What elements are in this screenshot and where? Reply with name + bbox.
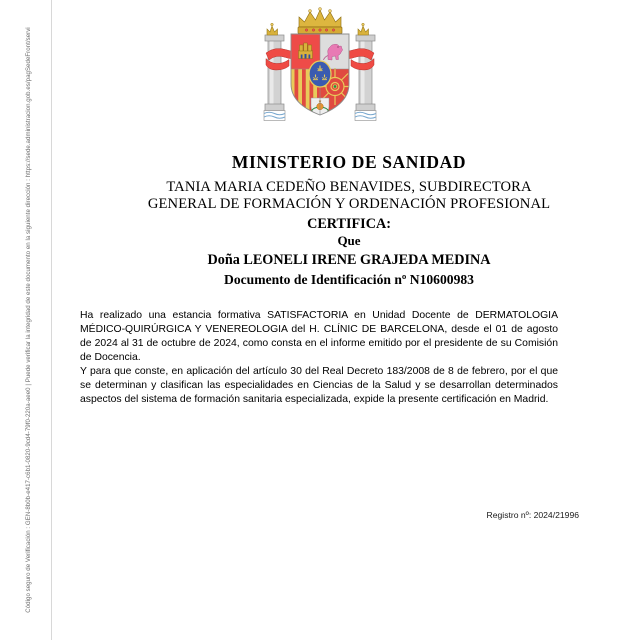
- ministry-title: MINISTERIO DE SANIDAD: [231, 152, 467, 172]
- spanish-coat-of-arms-icon: [255, 4, 385, 136]
- paragraph-legal-basis: Y para que conste, en aplicación del artículo 30 del Real Decreto 183/2008 de 8 de febrero, por el que se determinan y clasifican las especialidades en Ciencias de la Salud y se desarrollan determinados aspectos del sistema de formación sanitaria especializada, expide la presente certificación en Madrid.: [80, 366, 558, 406]
- verification-code-text: Código seguro de Verificación : GEN-8b0b-e417-c6b1-0820-9cd4-79f0-220a-aee0 | Puede verificar la integridad de este documento en la siguiente dirección : https://sede.administracion.gob.es/pagSedeFront/servi: [24, 27, 32, 613]
- paragraph-training-stay: Ha realizado una estancia formativa SATISFACTORIA en Unidad Docente de DERMATOLOGIA MÉDICO-QUIRÚRGICA Y VENEREOLOGIA del H. CLÍNIC DE BARCELONA, desde el 01 de agosto de 2024 al 31 de octubre de 2024, como consta en el informe emitido por el presidente de su Comisión de Docencia.: [80, 310, 558, 364]
- que-label: Que: [337, 233, 361, 248]
- holder-document-id: Documento de Identificación nº N10600983: [224, 272, 474, 287]
- verification-strip: [0, 0, 58, 640]
- certifies-label: CERTIFICA:: [307, 216, 391, 232]
- officer-role-line: GENERAL DE FORMACIÓN Y ORDENACIÓN PROFESIONAL: [147, 196, 551, 212]
- holder-name: Doña LEONELI IRENE GRAJEDA MEDINA: [207, 252, 491, 268]
- officer-name-line: TANIA MARIA CEDEÑO BENAVIDES, SUBDIRECTORA: [166, 179, 532, 195]
- document-page: [58, 0, 640, 640]
- strip-divider: [51, 0, 52, 640]
- registry-number: Registro nº: 2024/21996: [486, 510, 579, 520]
